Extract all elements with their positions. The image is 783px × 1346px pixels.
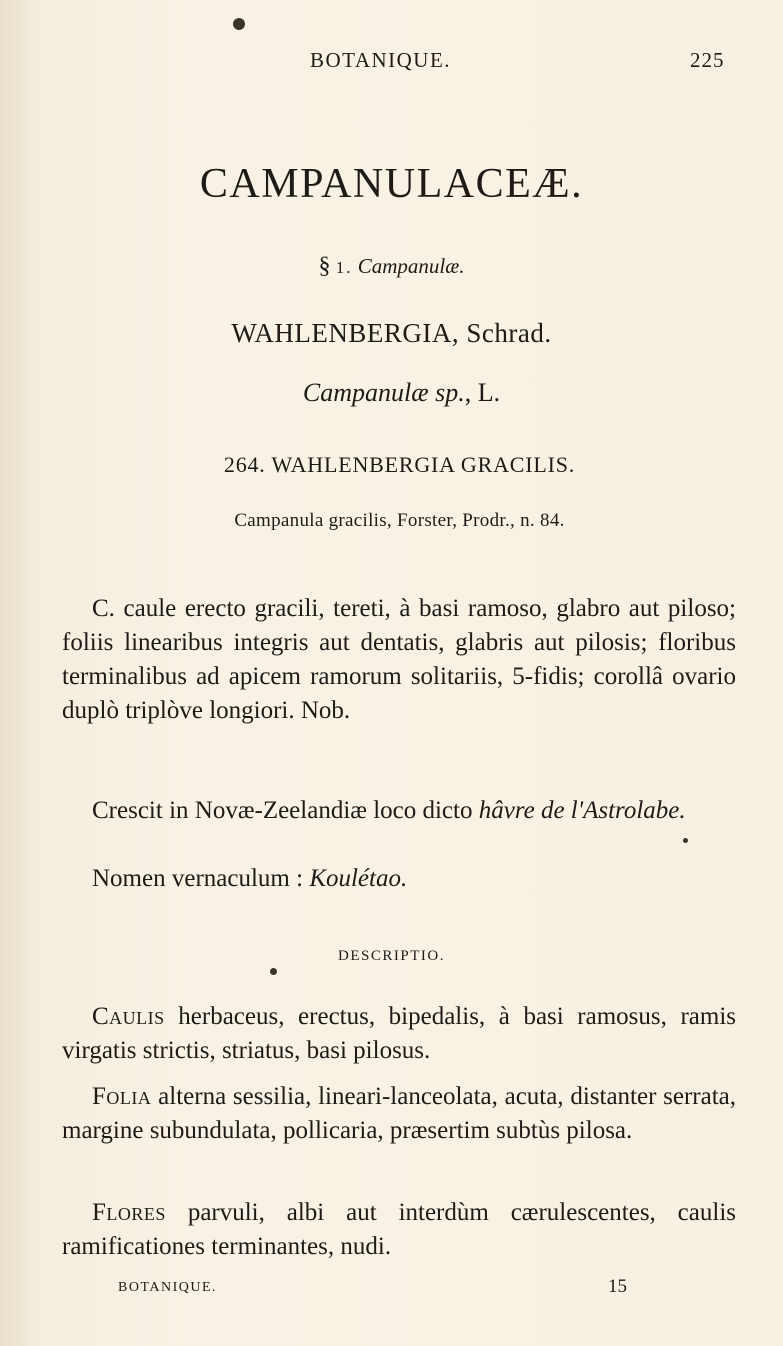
vernacular-paragraph [62,862,736,896]
section-heading [0,253,783,280]
page-number: 225 [690,48,725,72]
genus-synonym-author: , L. [464,378,501,407]
description-paragraph-folia [62,1080,736,1148]
family-heading: CAMPANULACEÆ. [199,161,584,207]
species-heading: 264. WAHLENBERGIA GRACILIS. [223,452,576,477]
vernacular-name: Koulétao. [309,865,408,892]
species-synonym: Campanula gracilis, Forster, Prodr., n. 84. [234,510,565,531]
description-text: parvuli, albi aut interdùm cærulescentes, caulis ramificationes terminantes, nudi. [62,1199,736,1260]
ink-spot-mark [270,968,277,975]
running-head-title: BOTANIQUE. [310,48,452,72]
ink-spot-mark [233,18,245,30]
running-head [0,44,783,78]
genus-heading [0,318,783,349]
description-paragraph-flores [62,1196,736,1264]
genus-name: WAHLENBERGIA, [231,318,460,348]
section-symbol: § [318,253,331,279]
habitat-paragraph [62,794,736,828]
description-paragraph-caulis [62,1000,736,1068]
description-text: herbaceus, erectus, bipedalis, à basi ramosus, ramis virgatis strictis, striatus, basi pilosus. [62,1003,736,1064]
ink-spot-mark [683,838,688,843]
section-name: Campanulæ. [357,254,465,278]
signature-number: 15 [608,1276,627,1297]
habitat-locality: hâvre de l'Astrolabe. [478,797,686,824]
description-text: alterna sessilia, lineari-lanceolata, acuta, distanter serrata, margine subundulata, pollicaria, præsertim subtùs pilosa. [62,1083,737,1144]
diagnosis-paragraph: C. caule erecto gracili, tereti, à basi ramoso, glabro aut piloso; foliis linearibus integris aut dentatis, glabris aut pilosis; floribus terminalibus ad apicem ramorum solitariis, 5-fidis; corollâ ovario duplò triplòve longiori. Nob. [62,595,736,724]
signature-title: BOTANIQUE. [118,1280,218,1295]
description-heading: DESCRIPTIO. [338,948,445,964]
vernacular-label: Nomen vernaculum : [92,865,304,892]
habitat-text: Crescit in Novæ-Zeelandiæ loco dicto [92,797,473,824]
genus-synonym [10,378,783,408]
description-term: Flores [92,1199,166,1226]
section-number: 1. [335,258,353,277]
genus-synonym-name: Campanulæ sp. [302,378,465,407]
description-term: Caulis [92,1003,165,1030]
description-term: Folia [92,1083,152,1110]
genus-author: Schrad. [466,318,552,348]
